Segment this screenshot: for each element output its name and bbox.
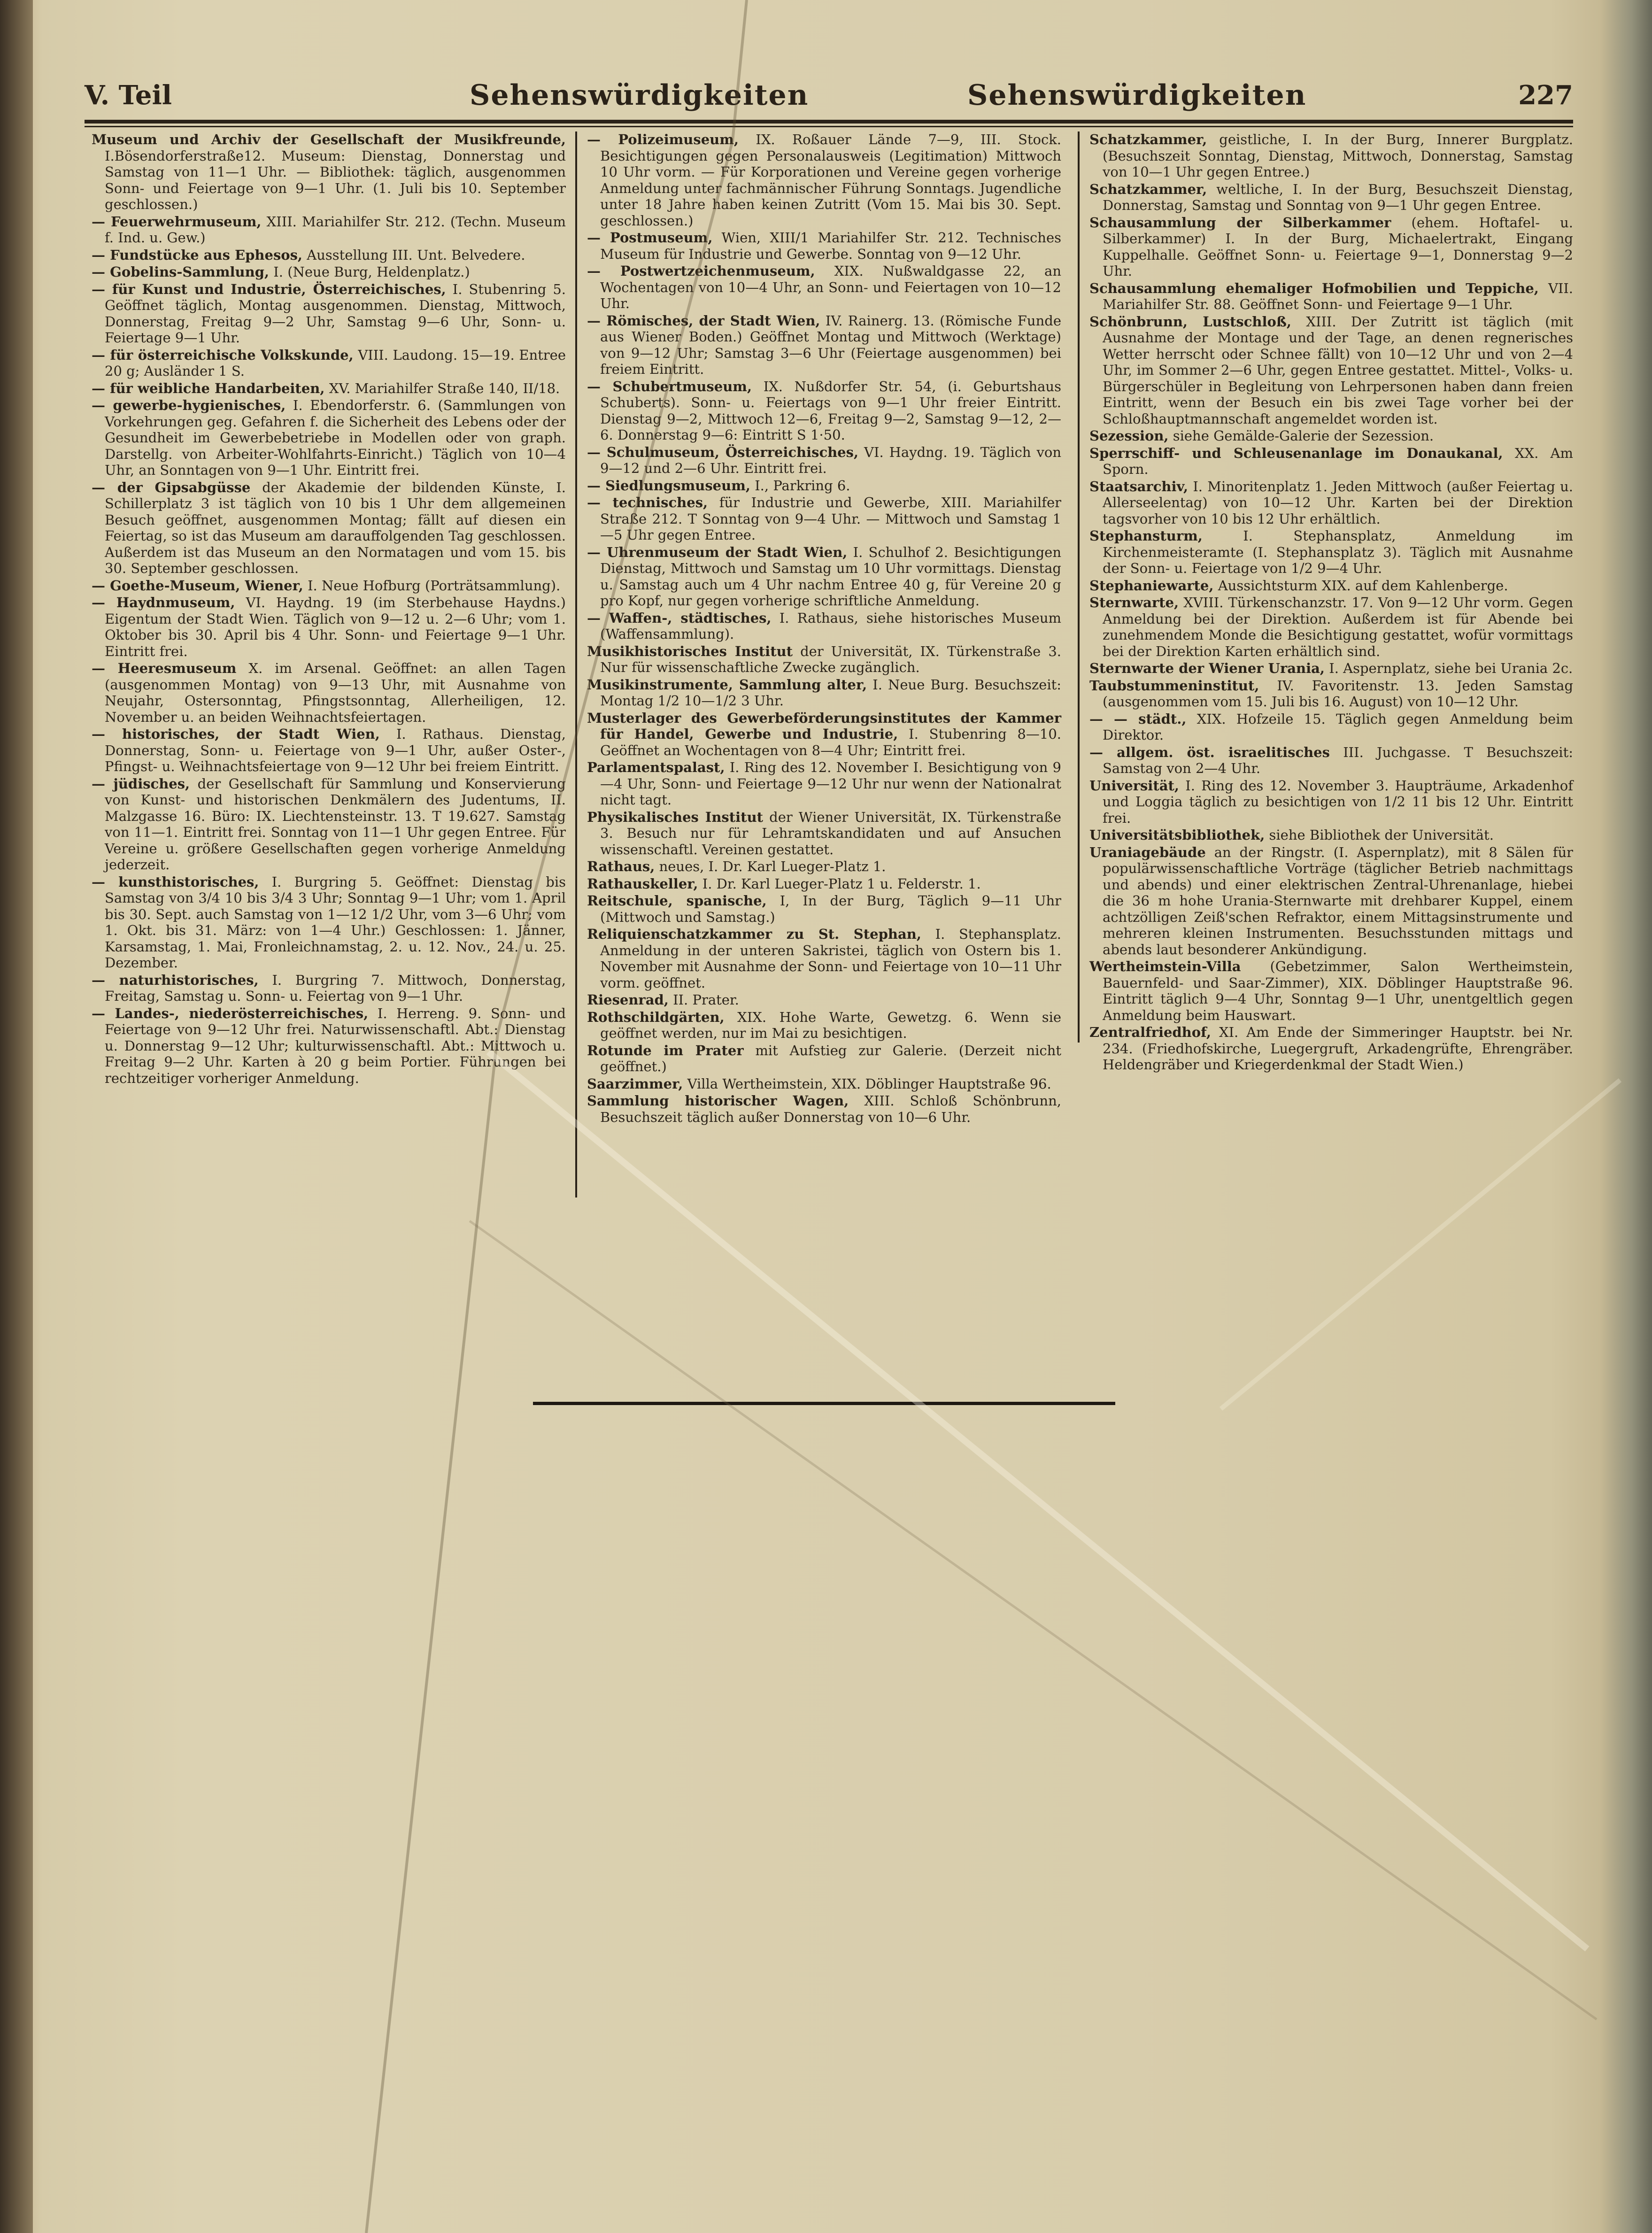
- entry-heading: — Schulmuseum, Österreichisches,: [587, 444, 859, 460]
- entry-text: Villa Wertheimstein, XIX. Döblinger Hauptstraße 96.: [687, 1075, 1051, 1092]
- directory-entry: [587, 876, 1061, 892]
- entry-text: siehe Gemälde-Galerie der Sezession.: [1173, 428, 1434, 444]
- entry-heading: Wertheimstein-Villa: [1089, 958, 1241, 974]
- entry-text: I. Herreng. 9. Sonn- und Feiertage von 9—12 Uhr frei. Naturwissenschaftl. Abt.: Dienstag u. Donnerstag 9—12 Uhr; kulturwissenschaftl. Abt.: Mittwoch u. Freitag 9—2 Uhr. Karten à 20 g beim Portier. Führungen bei rechtzeitiger vorheriger Anmeldung.: [105, 1005, 566, 1086]
- directory-entry: [92, 660, 566, 725]
- entry-text: der Gesellschaft für Sammlung und Konservierung von Kunst- und historischen Denkmälern des Judentums, II. Malzgasse 16. Büro: IX. Liechtensteinstr. 13. T 19.627. Samstag von 11—1. Eintritt frei. Sonntag von 11—1 Uhr gegen Entree. Für Vereine u. größere Gesellschaften gegen vorherige Anmeldung jederzeit.: [105, 775, 566, 873]
- entry-heading: Sternwarte der Wiener Urania,: [1089, 660, 1325, 676]
- directory-entry: [92, 479, 566, 577]
- header-rule-thin: [85, 126, 1573, 127]
- entry-heading: Taubstummeninstitut,: [1089, 677, 1259, 694]
- entry-text: XIX. Hofzeile 15. Täglich gegen Anmeldung beim Direktor.: [1103, 711, 1573, 743]
- entry-heading: — Heeresmuseum: [92, 660, 237, 676]
- entry-text: der Wiener Universität, IX. Türkenstraße 3. Besuch nur für Lehramtskandidaten und auf Ansuchen wissenschaftl. Vereinen gestattet.: [600, 809, 1061, 858]
- entry-heading: — Landes-, niederösterreichisches,: [92, 1005, 369, 1021]
- entry-text: I. Rathaus. Dienstag, Donnerstag, Sonn- u. Feiertage von 9—1 Uhr, außer Oster-, Pfingst- u. Weihnachtsfeiertage von 9—12 Uhr bei freiem Eintritt.: [105, 726, 566, 774]
- entry-text: XIII. Schloß Schönbrunn, Besuchszeit täglich außer Donnerstag von 10—6 Uhr.: [600, 1093, 1062, 1125]
- entry-text: I. Minoritenplatz 1. Jeden Mittwoch (außer Feiertag u. Allerseelentag) von 10—12 Uhr. Karten bei der Direktion tagsvorher von 10 bis 12 Uhr erhältlich.: [1103, 478, 1574, 527]
- entry-text: weltliche, I. In der Burg, Besuchszeit Dienstag, Donnerstag, Samstag und Sonntag von 9—1 Uhr gegen Entree.: [1103, 181, 1574, 213]
- column-3: [1089, 131, 1573, 1074]
- entry-text: I. Dr. Karl Lueger-Platz 1 u. Felderstr. 1.: [702, 875, 981, 892]
- directory-entry: [587, 710, 1061, 759]
- entry-text: I. Burgring 5. Geöffnet: Dienstag bis Samstag von 3/4 10 bis 3/4 3 Uhr; Sonntag 9—1 Uhr; vom 1. April bis 30. Sept. auch Samstag von 1—12 1/2 Uhr, vom 3—6 Uhr; vom 1. Okt. bis 31. März: von 1—4 Uhr.) Geschlossen: 1. Jänner, Karsamstag, 1. Mai, Fronleichnamstag, 2. u. 12. Nov., 24. u. 25. Dezember.: [105, 873, 566, 971]
- column-1: [92, 131, 566, 1087]
- entry-heading: Schönbrunn, Lustschloß,: [1089, 313, 1291, 330]
- entry-heading: — — städt.,: [1089, 711, 1187, 727]
- directory-entry: [1089, 678, 1573, 710]
- entry-text: I. Neue Burg. Besuchszeit: Montag 1/2 10—1/2 3 Uhr.: [600, 676, 1062, 709]
- entry-text: XX. Am Sporn.: [1103, 445, 1573, 477]
- entry-heading: — für weibliche Handarbeiten,: [92, 380, 325, 396]
- directory-entry: [92, 264, 566, 280]
- entry-text: mit Aufstieg zur Galerie. (Derzeit nicht geöffnet.): [600, 1042, 1062, 1074]
- entry-heading: Musikhistorisches Institut: [587, 643, 793, 659]
- entry-heading: Museum und Archiv der Gesellschaft der Musikfreunde,: [92, 131, 566, 147]
- entry-heading: Schausammlung der Silberkammer: [1089, 214, 1391, 231]
- entry-text: VI. Haydng. 19. Täglich von 9—12 und 2—6 Uhr. Eintritt frei.: [600, 444, 1062, 476]
- directory-entry: [587, 1043, 1061, 1075]
- entry-text: I. Schulhof 2. Besichtigungen Dienstag, Mittwoch und Samstag um 10 Uhr vormittags. Dienstag u. Samstag auch um 4 Uhr nachm Entree 40 g, für Vereine 20 g pro Kopf, nur gegen vorherige schriftliche Anmeldung.: [600, 544, 1062, 609]
- directory-entry: [1089, 844, 1573, 958]
- directory-entry: [1089, 744, 1573, 777]
- directory-entry: [1089, 280, 1573, 313]
- entry-heading: Physikalisches Institut: [587, 809, 764, 825]
- directory-entry: [92, 595, 566, 659]
- entry-heading: — Waffen-, städtisches,: [587, 610, 772, 626]
- entry-heading: Saarzimmer,: [587, 1075, 683, 1092]
- directory-entry: [92, 247, 566, 263]
- directory-entry: [1089, 778, 1573, 827]
- entry-heading: — Feuerwehrmuseum,: [92, 213, 262, 230]
- directory-entry: [92, 874, 566, 971]
- entry-heading: Universität,: [1089, 777, 1179, 794]
- directory-entry: [1089, 215, 1573, 279]
- directory-entry: [1089, 181, 1573, 214]
- column-divider-2: [1078, 131, 1080, 1043]
- entry-text: VIII. Laudong. 15—19. Entree 20 g; Ausländer 1 S.: [105, 347, 566, 379]
- entry-text: IV. Rainerg. 13. (Römische Funde aus Wiener Boden.) Geöffnet Montag und Mittwoch (Werktage) von 9—12 Uhr; Samstag 3—6 Uhr (Feiertage ausgenommen) bei freiem Eintritt.: [600, 312, 1062, 377]
- directory-entry: [1089, 131, 1573, 180]
- directory-entry: [587, 1093, 1061, 1125]
- entry-heading: — Goethe-Museum, Wiener,: [92, 577, 303, 594]
- entry-text: I, In der Burg, Täglich 9—11 Uhr (Mittwoch und Samstag.): [600, 893, 1061, 925]
- entry-heading: Riesenrad,: [587, 992, 669, 1008]
- directory-entry: [1089, 711, 1573, 743]
- entry-heading: Stephansturm,: [1089, 528, 1203, 544]
- column-2: [587, 131, 1061, 1126]
- directory-entry: [92, 776, 566, 873]
- entry-heading: — jüdisches,: [92, 775, 190, 792]
- entry-heading: Stephaniewarte,: [1089, 577, 1214, 594]
- entry-text: an der Ringstr. (I. Aspernplatz), mit 8 Sälen für populärwissenschaftliche Vorträge (täglicher Betrieb nachmittags und abends) und einer elektrischen Zentral-Uhrenanlage, hiebei die 36 m hohe Urania-Sternwarte mit drehbarer Kuppel, einem achtzölligen Zeiß'schen Refraktor, einem Mittagsinstrumente und mehreren kleinen Instrumenten. Besuchsstunden mittags und abends laut besonderer Ankündigung.: [1103, 844, 1573, 958]
- entry-text: geistliche, I. In der Burg, Innerer Burgplatz. (Besuchszeit Sonntag, Dienstag, Mittwoch, Donnerstag, Samstag von 10—1 Uhr gegen Entree.): [1103, 131, 1574, 180]
- directory-entry: [92, 347, 566, 379]
- entry-heading: — kunsthistorisches,: [92, 873, 259, 890]
- directory-entry: [92, 131, 566, 213]
- entry-heading: Sezession,: [1089, 428, 1169, 444]
- directory-entry: [1089, 445, 1573, 478]
- directory-entry: [587, 230, 1061, 262]
- directory-entry: [1089, 660, 1573, 677]
- entry-heading: — naturhistorisches,: [92, 972, 259, 988]
- directory-entry: [587, 992, 1061, 1008]
- entry-text: der Akademie der bildenden Künste, I. Schillerplatz 3 ist täglich von 10 bis 1 Uhr dem allgemeinen Besuch geöffnet, ausgenommen Montag; fällt auf diesen ein Feiertag, so ist das Museum am darauffolgenden Tag geschlossen. Außerdem ist das Museum an den Normatagen und vom 15. bis 30. September geschlossen.: [105, 479, 566, 576]
- directory-entry: [587, 263, 1061, 312]
- entry-text: VII. Mariahilfer Str. 88. Geöffnet Sonn- und Feiertage 9—1 Uhr.: [1103, 280, 1574, 312]
- directory-entry: [587, 610, 1061, 642]
- entry-heading: — Gobelins-Sammlung,: [92, 264, 270, 280]
- entry-text: I., Parkring 6.: [755, 477, 850, 494]
- entry-text: IV. Favoritenstr. 13. Jeden Samstag (ausgenommen vom 15. Juli bis 16. August) von 10—12 Uhr.: [1103, 677, 1574, 710]
- entry-text: XIII. Der Zutritt ist täglich (mit Ausnahme der Montage und der Tage, an denen regnerisches Wetter herrscht oder Schnee fällt) von 10—12 Uhr und von 2—4 Uhr, im Sommer 2—6 Uhr, gegen Entree gestattet. Mittel-, Volks- u. Bürgerschüler in Begleitung von Lehrpersonen haben dann freien Eintritt, wenn der Besuch ein bis zwei Tage vorher bei der Schloßhauptmannschaft angemeldet worden ist.: [1103, 313, 1573, 427]
- entry-heading: Uraniagebäude: [1089, 844, 1206, 860]
- directory-entry: [1089, 1024, 1573, 1073]
- directory-entry: [92, 214, 566, 246]
- entry-text: für Industrie und Gewerbe, XIII. Mariahilfer Straße 212. T Sonntag von 9—4 Uhr. — Mittwoch und Samstag 1—5 Uhr gegen Entree.: [600, 495, 1062, 543]
- entry-text: XIX. Hohe Warte, Gewetzg. 6. Wenn sie geöffnet werden, nur im Mai zu besichtigen.: [600, 1009, 1062, 1041]
- entry-text: (ehem. Hoftafel- u. Silberkammer) I. In der Burg, Michaelertrakt, Eingang Kuppelhalle. Geöffnet Sonn- u. Feiertage 9—1, Donnerstag 9—2 Uhr.: [1103, 214, 1574, 279]
- running-title-right: Sehenswürdigkeiten: [967, 79, 1307, 112]
- directory-entry: [587, 379, 1061, 443]
- entry-text: I. Ebendorferstr. 6. (Sammlungen von Vorkehrungen geg. Gefahren f. die Sicherheit des Lebens oder der Gesundheit im Gewerbebetriebe in Modellen oder von graph. Darstellg. von Arbeiter-Wohlfahrts-Einricht.) Täglich von 10—4 Uhr, an Sonntagen von 9—1 Uhr. Eintritt frei.: [105, 397, 566, 478]
- entry-heading: — historisches, der Stadt Wien,: [92, 726, 380, 742]
- entry-text: Wien, XIII/1 Mariahilfer Str. 212. Technisches Museum für Industrie und Gewerbe. Sonntag von 9—12 Uhr.: [600, 230, 1062, 262]
- entry-text: I. (Neue Burg, Heldenplatz.): [273, 264, 470, 280]
- entry-heading: Universitätsbibliothek,: [1089, 827, 1265, 843]
- directory-entry: [1089, 595, 1573, 659]
- directory-entry: [587, 131, 1061, 229]
- entry-heading: — Polizeimuseum,: [587, 131, 739, 147]
- entry-text: Aussichtsturm XIX. auf dem Kahlenberge.: [1218, 577, 1508, 594]
- entry-text: II. Prater.: [673, 992, 739, 1008]
- entry-heading: Musterlager des Gewerbeförderungsinstitutes der Kammer für Handel, Gewerbe und Industrie,: [587, 710, 1061, 742]
- directory-entry: [1089, 428, 1573, 444]
- entry-text: I. Stephansplatz, Anmeldung im Kirchenmeisteramte (I. Stephansplatz 3). Täglich mit Ausnahme der Sonn- u. Feiertage von 1/2 9—4 Uhr.: [1103, 528, 1573, 576]
- running-header: [85, 70, 1573, 113]
- entry-text: III. Juchgasse. T Besuchszeit: Samstag von 2—4 Uhr.: [1103, 744, 1574, 776]
- entry-heading: — für österreichische Volkskunde,: [92, 347, 354, 363]
- entry-heading: Sperrschiff- und Schleusenanlage im Donaukanal,: [1089, 445, 1503, 461]
- entry-text: I.Bösendorferstraße12. Museum: Dienstag, Donnerstag und Samstag von 11—1 Uhr. — Bibliothek: täglich, ausgenommen Sonn- und Feiertage von 9—1 Uhr. (1. Juli bis 10. September geschlossen.): [105, 147, 566, 212]
- entry-heading: — Siedlungsmuseum,: [587, 477, 750, 494]
- entry-heading: Reitschule, spanische,: [587, 893, 767, 909]
- entry-heading: Parlamentspalast,: [587, 759, 725, 775]
- running-title-left: Sehenswürdigkeiten: [470, 79, 809, 112]
- entry-text: I. Aspernplatz, siehe bei Urania 2c.: [1329, 660, 1573, 676]
- entry-text: IX. Roßauer Lände 7—9, III. Stock. Besichtigungen gegen Personalausweis (Legitimation) Mittwoch 10 Uhr vorm. — Für Korporationen und Vereine gegen vorherige Anmeldung unter fachmännischer Führung Sonntags. Jugendliche unter 18 Jahre haben keinen Zutritt (Vom 15. Mai bis 30. Sept. geschlossen.): [600, 131, 1061, 229]
- entry-heading: Schatzkammer,: [1089, 131, 1207, 147]
- directory-entry: [587, 643, 1061, 676]
- directory-entry: [92, 281, 566, 346]
- entry-heading: Rothschildgärten,: [587, 1009, 725, 1025]
- entry-text: XV. Mariahilfer Straße 140, II/18.: [329, 380, 560, 396]
- entry-text: neues, I. Dr. Karl Lueger-Platz 1.: [659, 858, 886, 874]
- directory-entry: [587, 858, 1061, 875]
- entry-text: I. Stubenring 5. Geöffnet täglich, Montag ausgenommen. Dienstag, Mittwoch, Donnerstag, Freitag 9—2 Uhr, Samstag 9—6 Uhr, Sonn- u. Feiertage 9—1 Uhr.: [105, 281, 566, 346]
- book-spine: [0, 0, 33, 2233]
- entry-heading: — gewerbe-hygienisches,: [92, 397, 286, 413]
- directory-entry: [587, 495, 1061, 543]
- entry-heading: Staatsarchiv,: [1089, 478, 1189, 495]
- entry-text: XVIII. Türkenschanzstr. 17. Von 9—12 Uhr vorm. Gegen Anmeldung bei der Direktion. Außerdem ist für Abende bei zunehmendem Monde die Besichtigung gestattet, wofür vormittags bei der Direktion Karten erhältlich sind.: [1103, 595, 1574, 659]
- entry-text: I. Stephansplatz. Anmeldung in der unteren Sakristei, täglich von Ostern bis 1. November mit Ausnahme der Sonn- und Feiertage von 10—11 Uhr vorm. geöffnet.: [600, 926, 1061, 991]
- directory-entry: [587, 759, 1061, 808]
- directory-entry: [1089, 827, 1573, 843]
- entry-text: (Gebetzimmer, Salon Wertheimstein, Bauernfeld- und Saar-Zimmer), XIX. Döblinger Hauptstraße 96. Eintritt täglich 9—4 Uhr, Sonntag 9—1 Uhr, unentgeltlich gegen Anmeldung beim Hauswart.: [1103, 958, 1573, 1023]
- entry-heading: — Postwertzeichenmuseum,: [587, 263, 815, 279]
- section-end-rule: [533, 1402, 1115, 1405]
- entry-heading: — Fundstücke aus Ephesos,: [92, 247, 303, 263]
- entry-text: XIX. Nußwaldgasse 22, an Wochentagen von 10—4 Uhr, an Sonn- und Feiertagen von 10—12 Uhr.: [600, 263, 1062, 311]
- entry-heading: Sternwarte,: [1089, 595, 1179, 610]
- entry-text: VI. Haydng. 19 (im Sterbehause Haydns.) Eigentum der Stadt Wien. Täglich von 9—12 u. 2—6 Uhr; vom 1. Oktober bis 30. April bis 4 Uhr. Sonn- und Feiertage 9—1 Uhr. Eintritt frei.: [105, 595, 566, 659]
- directory-entry: [587, 313, 1061, 378]
- directory-entry: [92, 397, 566, 479]
- directory-entry: [587, 1009, 1061, 1042]
- directory-entry: [587, 478, 1061, 494]
- directory-entry: [1089, 958, 1573, 1023]
- directory-entry: [92, 972, 566, 1004]
- entry-heading: — Postmuseum,: [587, 230, 713, 246]
- entry-heading: — technisches,: [587, 495, 708, 510]
- entry-heading: — Uhrenmuseum der Stadt Wien,: [587, 544, 848, 560]
- directory-entry: [587, 893, 1061, 925]
- directory-entry: [92, 578, 566, 594]
- entry-text: I. Rathaus, siehe historisches Museum (Waffensammlung).: [600, 610, 1061, 642]
- entry-text: Ausstellung III. Unt. Belvedere.: [307, 247, 525, 263]
- directory-entry: [1089, 479, 1573, 527]
- entry-heading: — für Kunst und Industrie, Österreichisches,: [92, 281, 446, 297]
- directory-entry: [587, 1076, 1061, 1092]
- directory-entry: [587, 677, 1061, 709]
- entry-heading: Musikinstrumente, Sammlung alter,: [587, 676, 867, 693]
- entry-heading: Rathaus,: [587, 858, 655, 874]
- entry-text: I. Stubenring 8—10. Geöffnet an Wochentagen von 8—4 Uhr; Eintritt frei.: [600, 726, 1062, 758]
- entry-text: I. Neue Hofburg (Porträtsammlung).: [308, 577, 561, 594]
- entry-heading: Rathauskeller,: [587, 875, 698, 892]
- entry-heading: Schausammlung ehemaliger Hofmobilien und Teppiche,: [1089, 280, 1539, 296]
- entry-text: siehe Bibliothek der Universität.: [1269, 827, 1494, 843]
- entry-text: XI. Am Ende der Simmeringer Hauptstr. bei Nr. 234. (Friedhofskirche, Luegergruft, Arkadengrüfte, Ehrengräber. Heldengräber und Kriegerdenkmal der Stadt Wien.): [1103, 1024, 1574, 1073]
- directory-entry: [1089, 578, 1573, 594]
- directory-entry: [587, 444, 1061, 477]
- directory-entry: [587, 926, 1061, 991]
- entry-text: I. Ring des 12. November 3. Haupträume, Arkadenhof und Loggia täglich zu besichtigen von 1/2 11 bis 12 Uhr. Eintritt frei.: [1103, 777, 1573, 826]
- entry-heading: — Schubertmuseum,: [587, 378, 752, 394]
- entry-heading: Zentralfriedhof,: [1089, 1024, 1212, 1040]
- directory-entry: [92, 380, 566, 397]
- entry-heading: — Haydnmuseum,: [92, 595, 235, 610]
- entry-heading: — Römisches, der Stadt Wien,: [587, 312, 820, 329]
- entry-heading: Schatzkammer,: [1089, 181, 1207, 197]
- directory-entry: [587, 809, 1061, 858]
- directory-entry: [1089, 528, 1573, 577]
- entry-text: I. Burgring 7. Mittwoch, Donnerstag, Freitag, Samstag u. Sonn- u. Feiertag von 9—1 Uhr.: [105, 972, 566, 1004]
- entry-heading: — der Gipsabgüsse: [92, 479, 251, 495]
- entry-heading: Sammlung historischer Wagen,: [587, 1093, 849, 1109]
- entry-text: IX. Nußdorfer Str. 54, (i. Geburtshaus Schuberts). Sonn- u. Feiertags von 9—1 Uhr freier Eintritt. Dienstag 9—2, Mittwoch 12—6, Freitag 9—2, Samstag 9—12, 2—6. Donnerstag 9—6: Eintritt S 1·50.: [600, 378, 1061, 443]
- entry-text: X. im Arsenal. Geöffnet: an allen Tagen (ausgenommen Montag) von 9—13 Uhr, mit Ausnahme von Neujahr, Ostersonntag, Pfingstsonntag, Allerheiligen, 12. November u. an beiden Weihnachtsfeiertagen.: [105, 660, 566, 725]
- part-label: V. Teil: [85, 80, 172, 111]
- entry-heading: Rotunde im Prater: [587, 1042, 744, 1059]
- directory-entry: [1089, 314, 1573, 427]
- entry-text: XIII. Mariahilfer Str. 212. (Techn. Museum f. Ind. u. Gew.): [105, 213, 566, 246]
- column-divider-1: [575, 131, 577, 1198]
- directory-entry: [92, 726, 566, 775]
- entry-text: I. Ring des 12. November I. Besichtigung von 9—4 Uhr, Sonn- und Feiertage 9—12 Uhr nur wenn der Nationalrat nicht tagt.: [600, 759, 1061, 808]
- entry-text: der Universität, IX. Türkenstraße 3. Nur für wissenschaftliche Zwecke zugänglich.: [600, 643, 1062, 675]
- entry-heading: — allgem. öst. israelitisches: [1089, 744, 1330, 760]
- page-edge-shadow: [1600, 0, 1652, 2233]
- directory-entry: [587, 544, 1061, 609]
- entry-heading: Reliquienschatzkammer zu St. Stephan,: [587, 926, 921, 942]
- directory-entry: [92, 1005, 566, 1087]
- header-rule: [85, 120, 1573, 124]
- page-number: 227: [1518, 80, 1573, 111]
